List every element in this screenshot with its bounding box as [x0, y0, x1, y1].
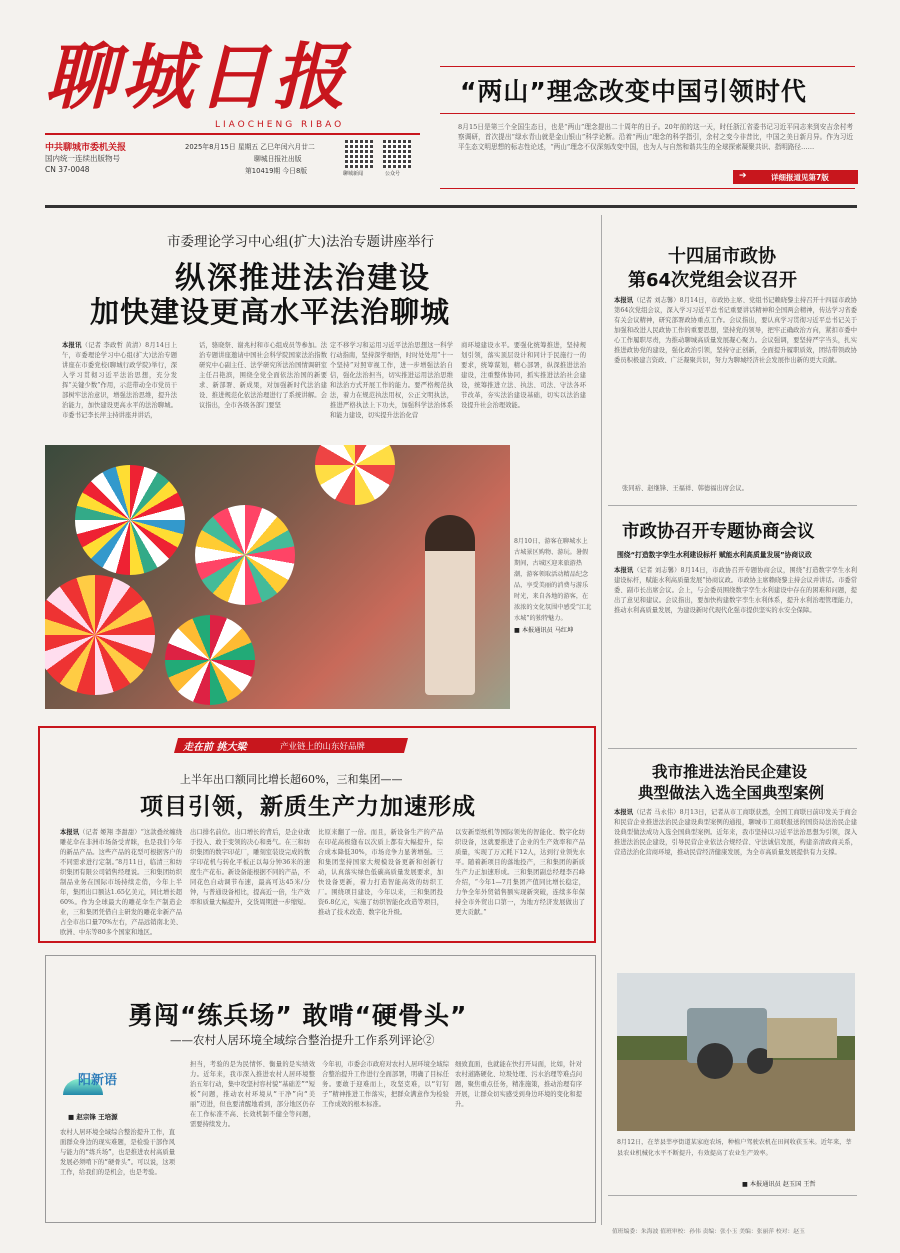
qr2-label: 公众号: [385, 171, 401, 177]
right2-body-text: （记者 刘志馨）8月14日，市政协召开专题协商会议，围绕“打造数字孪生水利建设标杆，赋能水利高质量发展”协商议政。市政协主席赖晓黎主持会议并讲话。市委常委、副市长出席会议。会上，与会委员围绕数字孪生水利建设中存在的困难和问题，提出了意见和建议。会议指出，要加快构建数字孪生水利体系，提升水利治理管理能力，推动水利高质量发展，为建设新时代现代化强市提供坚实的水安全保障。: [614, 567, 857, 614]
article1-lead: （记者 李政哲 黄清）8月14日上午，市委理论学习中心组(扩大)法治专题讲座在市委党校(聊城行政学院)举行，深入学习贯彻习近平法治思想，充分发挥“关键少数”作用，示范带动全市党员干部树牢法治意识，增强法治思维，提升法治能力，加快建设更高水平的法治聊城。: [62, 342, 177, 409]
photo-caption-block: [510, 510, 595, 700]
lead-link-label: 详细报道见第7版: [771, 173, 829, 182]
article2-col1: [60, 828, 182, 936]
right3-body-text: （记者 马永伟）8月13日，记者从市工商联获悉，全国工商联日前印发关于商会和民营企业推进法治民企建设典型案例的通报，聊城市工商联报送的国资局法治民企建设典型做法成功入选全国典型案例。近年来，我市坚持以习近平法治思想为引领，深入推进法治民企建设，引导民营企业依法合规经营、守法诚信发展，构建亲清政商关系，营造法治化营商环境，推动民营经济健康发展，为全市高质量发展提供有力支撑。: [614, 809, 857, 856]
farm-credit: ■ 本报通讯员 赵玉国 王哲: [742, 1181, 816, 1188]
article2-title[interactable]: 项目引领，新质生产力加速形成: [140, 794, 476, 820]
right1-body: [614, 296, 857, 474]
article1-col1: [62, 341, 177, 451]
article1-col4: 商环境建设水平。要强化统筹推进，坚持规划引领，落实顶层设计和同计于民施行一的要求，统筹谋划，精心部署，纵深推进法治建设，注重整体协同，抓实推进法治社会建设，统筹推进立法、执法、司法、守法各环节改革，夯实法治建设基础，切实以法治建设提升社会治理效能。: [461, 342, 586, 409]
masthead-cn: CN 37-0048: [45, 165, 90, 174]
right3-title1[interactable]: 我市推进法治民企建设: [652, 763, 808, 781]
article2-col3: 比原来翻了一倍。而且，新设备生产的产品在印花高极缝布以次质上都有大幅提升，综合成本降低30%，市场竞争力显著增强。三和集团坚持国家大规模设备更新和创新行动，认真落实绿色低碳高质量发展要求，加快设备更新，着力打造智能高效的纺织工厂。围绕项目建设，今年以来，三和集团投资6.8亿元，实施了纺织智能化改造等项目，推动了技术改造、数字化升级。: [318, 829, 443, 916]
footer-staff: 值班编委：朱海波 值班审校：孙伟 责编：张小玉 美编：张丽萍 校对：赵玉: [612, 1229, 805, 1235]
feature-subtitle: ——农村人居环境全域综合整治提升工作系列评论②: [170, 1033, 435, 1047]
article1-kicker: 市委理论学习中心组(扩大)法治专题讲座举行: [167, 234, 435, 250]
farm-photo: [617, 973, 855, 1131]
qr-code-wechat[interactable]: [383, 140, 411, 168]
masthead-issue: 第10419期 今日8版: [245, 167, 308, 175]
qr-code-app[interactable]: [345, 140, 373, 168]
qr1-label: 聊城新闻: [343, 171, 364, 177]
feature-title[interactable]: 勇闯“练兵场” 敢啃“硬骨头”: [128, 1001, 468, 1030]
masthead-org: 中共聊城市委机关报: [45, 143, 127, 153]
feature-col4: 细致直面，也就能在快打开局面，比如，针对农村道路硬化、垃圾处理、污水治理等难点问题，聚焦重点任务，精准施策，推动治理有序开展，让群众切实感受到身边环境的变化和提升。: [455, 1061, 582, 1108]
top-divider: [45, 205, 857, 208]
article1-title2[interactable]: 加快建设更高水平法治聊城: [90, 295, 451, 329]
masthead-logo: [45, 32, 390, 124]
article2-byline: 本报讯: [60, 829, 80, 836]
lead-title[interactable]: “两山”理念改变中国引领时代: [460, 77, 807, 106]
right1-byline: 本报讯: [614, 297, 634, 304]
article2-col1-text: （记者 姬翔 李甜甜）“这款叠丝缠绕雕花伞在非洲市场备受青睐，也是我们今年的新品产品。这些产品的花型可根据客户的不同需求进行定制。”8月11日，临清三和纺织集团有限公司销售经理说。三和集团纺织制品业务在国际市场持续走俏，今年上半年，集团出口额达1.65亿美元，同比增长超60%。作为全球最大的雕花伞生产制造企业，三和集团凭借自主研发的雕花伞新产品占全市出口量70%左右，产品远销南北美、欧洲、中东等80多个国家和地区。: [60, 829, 182, 936]
right3-byline: 本报讯: [614, 809, 634, 816]
masthead-date: 2025年8月15日 星期五 乙巳年闰六月廿二: [185, 143, 315, 151]
masthead-issn-label: 国内统一连续出版物号: [45, 154, 120, 163]
article1-byline: 本报讯: [62, 342, 82, 349]
article2-banner-title: 走在前 挑大梁: [183, 742, 247, 753]
pinwheel-credit: ■ 本报通讯员 马红坤: [514, 627, 574, 634]
right1-body-text: （记者 刘志馨）8月14日，市政协主席、党组书记赖晓黎主持召开十四届市政协第64次党组会议，深入学习习近平总书记重要讲话精神和全国两会精神，传达学习省委有关会议精神，研究部署政协重点工作。会议指出，要认真学习贯彻习近平总书记关于加强和改进人民政协工作的重要思想，坚持党的领导，把牢正确政治方向，紧扣市委中心工作履职尽责，为推动聊城高质量发展凝心聚力。会议强调，要坚持严字当头，扎实推进政协党的建设，强化政治引领，坚持守正创新，全面提升履职质效，团结带领政协委员积极建言资政、广泛凝聚共识，努力为聊城经济社会发展作出新的更大贡献。: [614, 297, 857, 364]
article1-col2: 话，骆晓祭、谢兆村和市心组成员等参加。法治专题讲座邀请中国社会科学院国家法治指数研究中心副主任、法学研究所法治国情调研室主任吕艳滨，围绕全党全面依法治国的新要求、新部署、新成果，对加强新时代法治建设、推进规范化依法治理进行了系统讲解。会议指出，全市各级各部门要坚: [199, 342, 327, 409]
article1-col1-text: 市委书记李长萍主持讲座并讲话，: [62, 412, 157, 419]
feature-brand: 阳新语: [78, 1073, 118, 1088]
article2-col4: 以安新型纸机等国际领先的智能化、数字化纺织设备，这就要推进了企业的生产效率和产品质量，实现了万元耗下12人，达到行业领先水平。随着新项目的落地投产，三和集团的新质生产力正加速形成。三和集团副总经理李召峰介绍，“今年1—7月集团产值同比增长稳定，力争全年外贸销售额实现新突破，连续多年保持全市外贸出口第一，为地方经济发展做出了更大贡献。”: [455, 829, 585, 916]
right2-byline: 本报讯: [614, 567, 634, 574]
masthead-pinyin: LIAOCHENG RIBAO: [215, 120, 345, 130]
lead-link[interactable]: [733, 170, 858, 184]
right2-title[interactable]: 市政协召开专题协商会议: [622, 522, 815, 542]
feature-author: ■ 赵宗锋 王培源: [68, 1113, 118, 1121]
right1-attend: 张同裕、赵继锋、王福祥、韩德福出席会议。: [622, 485, 748, 492]
right3-title2[interactable]: 典型做法入选全国典型案例: [638, 784, 825, 802]
article1-title1[interactable]: 纵深推进法治建设: [175, 261, 431, 296]
right2-body: [614, 566, 857, 744]
article2-col2: 出口排名前位。出口增长的背后，是企业敢于投入、敢于变领的决心和勇气。在三和纺织集团的数字印花厂，雕刻室装设完成的数字印花机与转化平板正以每分钟36米的速度生产花布。新设备能根据不同的产品，不同花色自动调节布速，最高可达45米/分钟，与普通设备相比，提高近一倍，生产效率和质量大幅提升，交货周期进一步缩短。: [190, 829, 310, 906]
column-divider: [601, 215, 602, 1225]
pinwheel-caption: 8月10日，游客在聊城水上古城景区购物、游玩。暑假期间，古城区迎来旅游热潮，游客领取活动精品纪念品，享受美丽的消费与游乐时光，来自各地的游客，在浓浓的文化氛围中感受“江北水城”的独特魅力。: [514, 538, 592, 622]
farm-caption: 8月12日，在莘县莘亭街道某家庭农场，种植户驾驶农机在田间收获玉米。近年来，莘县农业机械化水平不断提升，有效提高了农业生产效率。: [617, 1139, 852, 1157]
right3-body: [614, 808, 857, 968]
article2-kicker: 上半年出口额同比增长超60%，三和集团——: [180, 773, 403, 786]
feature-col3: 今年初，市委会市政府对农村人居环境全域综合整治提升工作进行全面部署，明确了目标任务。要敢于迎难而上，攻坚克难，以“钉钉子”精神推进工作落实，把群众满意作为检验工作成效的根本标准。: [322, 1061, 449, 1108]
masthead-publisher: 聊城日报社出版: [254, 155, 302, 163]
arrow-right-icon: ➔: [739, 171, 747, 181]
right1-title1[interactable]: 十四届市政协: [668, 246, 776, 267]
right1-title2[interactable]: 第64次党组会议召开: [628, 270, 798, 291]
lead-body: 8月15日是第三个全国生态日，也是“两山”理念提出二十周年的日子。20年前的这一天，时任浙江省委书记习近平同志来到安吉余村考察调研，首次提出“绿水青山就是金山银山”科学论断。沿着“两山”理念的科学指引，余村之变今非昔比，中国之美日新月异。作为习近平生态文明思想的标志性论述，“两山”理念不仅深刻改变中国，也为人与自然和谐共生的全球探索凝聚共识、指明路径……: [458, 123, 853, 151]
feature-brand-logo: [63, 1065, 158, 1095]
feature-col2: 担当，考验的是为民情怀、衡量的是实绩效力。近年来，我市深入推进农村人居环境整治五年行动，集中攻坚村容村貌“基础差”“短板”问题，推动农村环境从“干净”向“美丽”迈进，但也要清醒地看到，部分地区仍存在工作标准不高、长效机制不健全等问题，需要持续发力。: [190, 1061, 315, 1128]
newspaper-name: 聊城日报: [45, 34, 350, 119]
pinwheel-photo: [45, 445, 510, 709]
article2-banner-sub: 产业链上的山东好品牌: [280, 742, 366, 752]
article1-col3: 定不移学习和运用习近平法治思想这一科学行动指南，坚持深学细悟，时时处处用“十一个坚持”对照审视工作，进一步增强法治自信，强化法治担当，切实推进运用法治思维和法治方式开展工作的能力。要严格规范执法，着力在规范执法用权，公正文明执法，推进严格执法上下功夫，加强科学法治体系和能力建设，切实提升法治化营: [330, 342, 453, 419]
right2-subtitle: 围绕“打造数字孪生水利建设标杆 赋能水利高质量发展”协商议政: [617, 551, 812, 559]
feature-col1: 农村人居环境全域综合整治提升工作，直面群众身边的现实难题，是检验干部作风与能力的“练兵场”，也是推进农村高质量发展必须啃下的“硬骨头”。可以说，这项工作，给我们的是机会，也是考验。: [60, 1129, 175, 1176]
girl-figure: [425, 515, 475, 695]
